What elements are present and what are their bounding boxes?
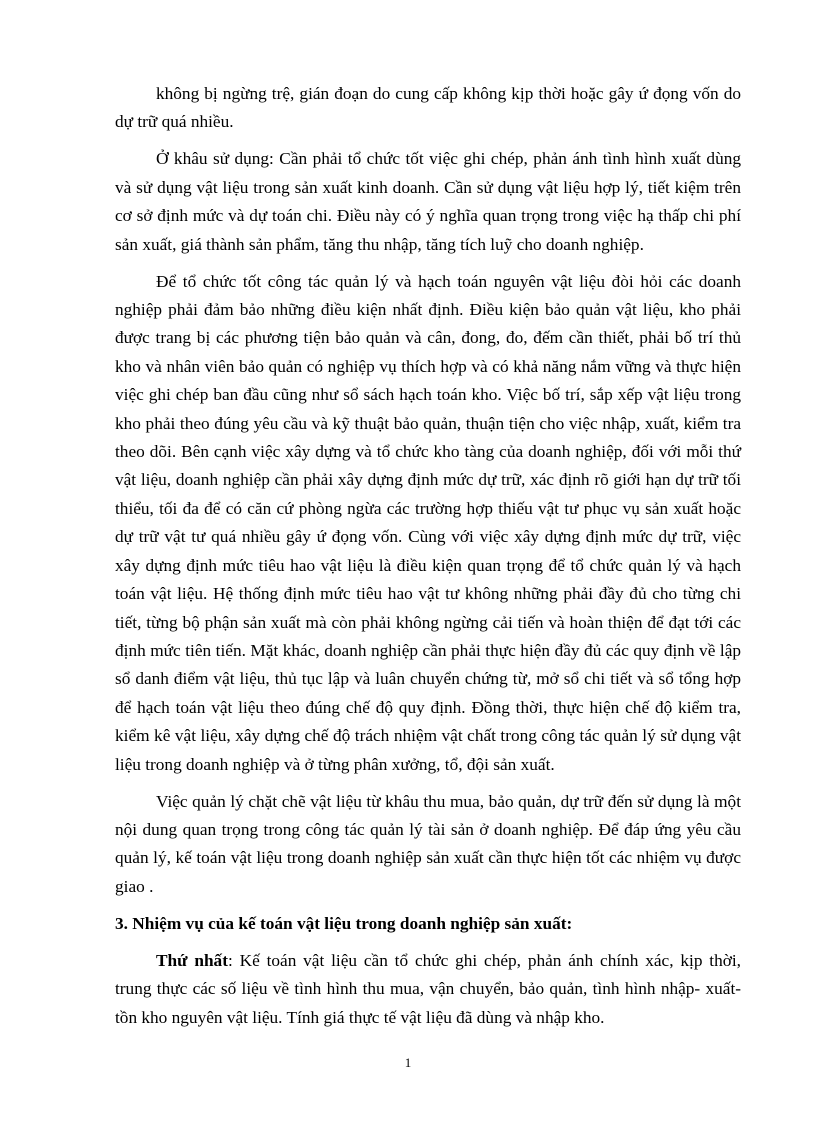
first-task-lead: Thứ nhất — [156, 950, 228, 970]
paragraph-management-conditions: Để tổ chức tốt công tác quản lý và hạch toán nguyên vật liệu đòi hỏi các doanh nghiệp phải đảm bảo những điều kiện nhất định. Điều kiện bảo quản vật liệu, kho phải được trang bị các phương tiện bảo quản và cân, đong, đo, đếm cần thiết, phải bố trí thủ kho và nhân viên bảo quản có nghiệp vụ thích hợp và có khả năng nắm vững và thực hiện việc ghi chép ban đầu cũng như sổ sách hạch toán kho. Việc bố trí, sắp xếp vật liệu trong kho phải theo đúng yêu cầu và kỹ thuật bảo quản, thuận tiện cho việc nhập, xuất, kiểm tra theo dõi. Bên cạnh việc xây dựng và tổ chức kho tàng của doanh nghiệp, đối với mỗi thứ vật liệu, doanh nghiệp cần phải xây dựng định mức dự trữ, xác định rõ giới hạn dự trữ tối thiểu, tối đa để có căn cứ phòng ngừa các trường hợp thiếu vật tư phục vụ sản xuất hoặc dự trữ vật tư quá nhiều gây ứ đọng vốn. Cùng với việc xây dựng định mức dự trữ, việc xây dựng định mức tiêu hao vật liệu là điều kiện quan trọng để tổ chức quản lý và hạch toán vật liệu. Hệ thống định mức tiêu hao vật tư không những phải đầy đủ cho từng chi tiết, từng bộ phận sản xuất mà còn phải không ngừng cải tiến và hoàn thiện để đạt tới các định mức tiên tiến. Mặt khác, doanh nghiệp cần phải thực hiện đầy đủ các quy định về lập sổ danh điểm vật liệu, thủ tục lập và luân chuyển chứng từ, mở sổ chi tiết và sổ tổng hợp để hạch toán vật liệu theo đúng chế độ quy định. Đồng thời, thực hiện chế độ kiểm tra, kiểm kê vật liệu, xây dựng chế độ trách nhiệm vật chất trong công tác quản lý sử dụng vật liệu trong doanh nghiệp và ở từng phân xưởng, tổ, đội sản xuất. — [115, 271, 741, 774]
document-page — [115, 80, 741, 1041]
paragraph-first-task — [115, 947, 741, 1032]
paragraph-continuation: không bị ngừng trệ, gián đoạn do cung cấp không kịp thời hoặc gây ứ đọng vốn do dự trữ quá nhiều. — [115, 84, 741, 132]
paragraph-strict-management: Việc quản lý chặt chẽ vật liệu từ khâu thu mua, bảo quản, dự trữ đến sử dụng là một nội dung quan trọng trong công tác quản lý tài sản ở doanh nghiệp. Để đáp ứng yêu cầu quản lý, kế toán vật liệu trong doanh nghiệp sản xuất cần thực hiện tốt các nhiệm vụ được giao . — [115, 791, 741, 896]
page-number: 1 — [404, 1055, 412, 1070]
first-task-text: : Kế toán vật liệu cần tổ chức ghi chép, phản ánh chính xác, kịp thời, trung thực các số liệu về tình hình thu mua, vận chuyển, bảo quản, tình hình nhập- xuất- tồn kho nguyên vật liệu. Tính giá thực tế vật liệu đã dùng và nhập kho. — [115, 950, 741, 1027]
section-heading: 3. Nhiệm vụ của kế toán vật liệu trong doanh nghiệp sản xuất: — [115, 913, 573, 933]
paragraph-usage-stage: Ở khâu sử dụng: Cần phải tổ chức tốt việc ghi chép, phản ánh tình hình xuất dùng và sử dụng vật liệu trong sản xuất kinh doanh. Cần sử dụng vật liệu hợp lý, tiết kiệm trên cơ sở định mức và dự toán chi. Điều này có ý nghĩa quan trọng trong việc hạ thấp chi phí sản xuất, giá thành sản phẩm, tăng thu nhập, tăng tích luỹ cho doanh nghiệp. — [115, 149, 741, 254]
